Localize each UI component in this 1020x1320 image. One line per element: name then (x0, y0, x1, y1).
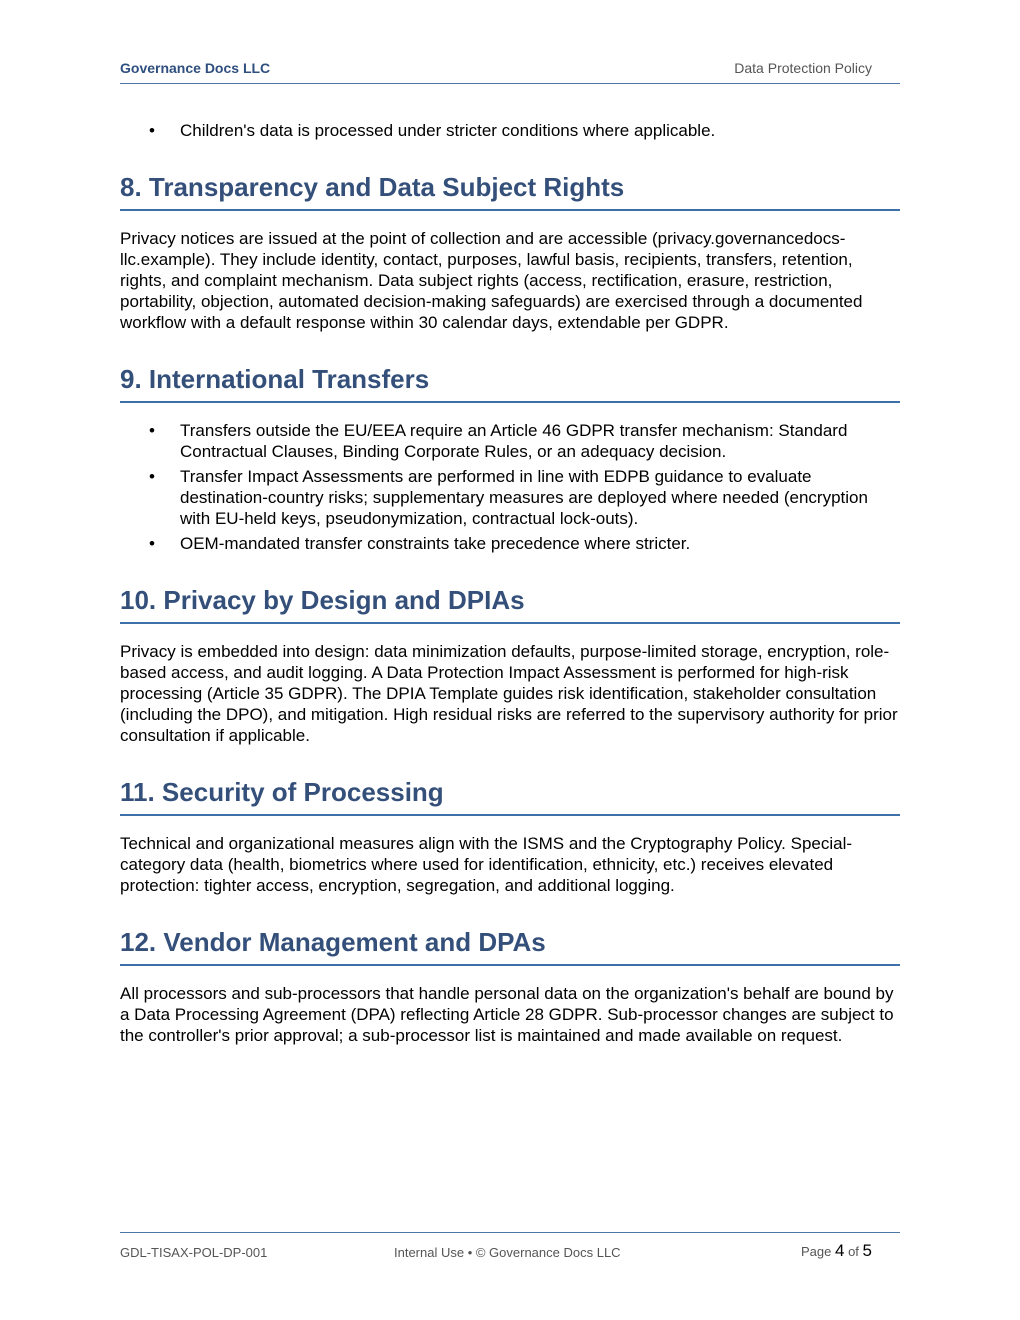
section-paragraph: All processors and sub-processors that handle personal data on the organization's behalf are bound by a Data Processing Agreement (DPA) reflecting Article 28 GDPR. Sub-processor changes are subject to the controller's prior approval; a sub-processor list is maintained and made available on request. (120, 984, 894, 1045)
list-item: • Children's data is processed under stricter conditions where applicable. (120, 120, 900, 141)
page-header (120, 58, 900, 84)
page-content (120, 120, 900, 1046)
document-title: Data Protection Policy (734, 60, 872, 76)
page-label: Page (800, 1244, 832, 1259)
of-label: of (848, 1244, 859, 1259)
page-indicator (801, 1241, 872, 1261)
section-heading: 10. Privacy by Design and DPIAs (120, 584, 900, 624)
page-total: 5 (862, 1241, 872, 1260)
document-id: GDL-TISAX-POL-DP-001 (120, 1245, 268, 1260)
section-heading: 9. International Transfers (120, 363, 900, 403)
page-number: 4 (834, 1241, 845, 1260)
intro-bullet-list (120, 120, 900, 141)
section-heading: 8. Transparency and Data Subject Rights (120, 171, 900, 211)
section-12 (120, 926, 900, 1046)
section-paragraph: Technical and organizational measures align with the ISMS and the Cryptography Policy. Special-category data (health, biometrics where used for identification, ethnicity, etc.) receives elevated protection: tighter access, encryption, segregation, and additional logging. (120, 834, 853, 895)
section-heading: 12. Vendor Management and DPAs (120, 926, 900, 966)
section-8 (120, 171, 900, 333)
company-name: Governance Docs LLC (120, 60, 271, 76)
list-item: • OEM-mandated transfer constraints take precedence where stricter. (120, 533, 900, 554)
list-item: • Transfers outside the EU/EEA require an Article 46 GDPR transfer mechanism: Standard Contractual Clauses, Binding Corporate Rules, or an adequacy decision. (120, 420, 900, 462)
section-10 (120, 584, 900, 746)
section-heading: 11. Security of Processing (120, 776, 900, 816)
section-11 (120, 776, 900, 896)
classification-label: Internal Use • © Governance Docs LLC (394, 1245, 621, 1260)
section-paragraph: Privacy is embedded into design: data minimization defaults, purpose-limited storage, encryption, role-based access, and audit logging. A Data Protection Impact Assessment is performed for high-risk processing (Article 35 GDPR). The DPIA Template guides risk identification, stakeholder consultation (including the DPO), and mitigation. High residual risks are referred to the supervisory authority for prior consultation if applicable. (120, 642, 898, 745)
section-paragraph: Privacy notices are issued at the point of collection and are accessible (privacy.governancedocs-llc.example). They include identity, contact, purposes, lawful basis, recipients, transfers, retention, rights, and complaint mechanism. Data subject rights (access, rectification, erasure, restriction, portability, objection, automated decision-making safeguards) are exercised through a documented workflow with a default response within 30 calendar days, extendable per GDPR. (120, 229, 863, 332)
page-footer (120, 1232, 900, 1273)
list-item: • Transfer Impact Assessments are performed in line with EDPB guidance to evaluate destination-country risks; supplementary measures are deployed where needed (encryption with EU-held keys, pseudonymization, contractual lock-outs). (120, 466, 900, 529)
transfer-bullet-list (120, 420, 900, 554)
section-9 (120, 363, 900, 554)
